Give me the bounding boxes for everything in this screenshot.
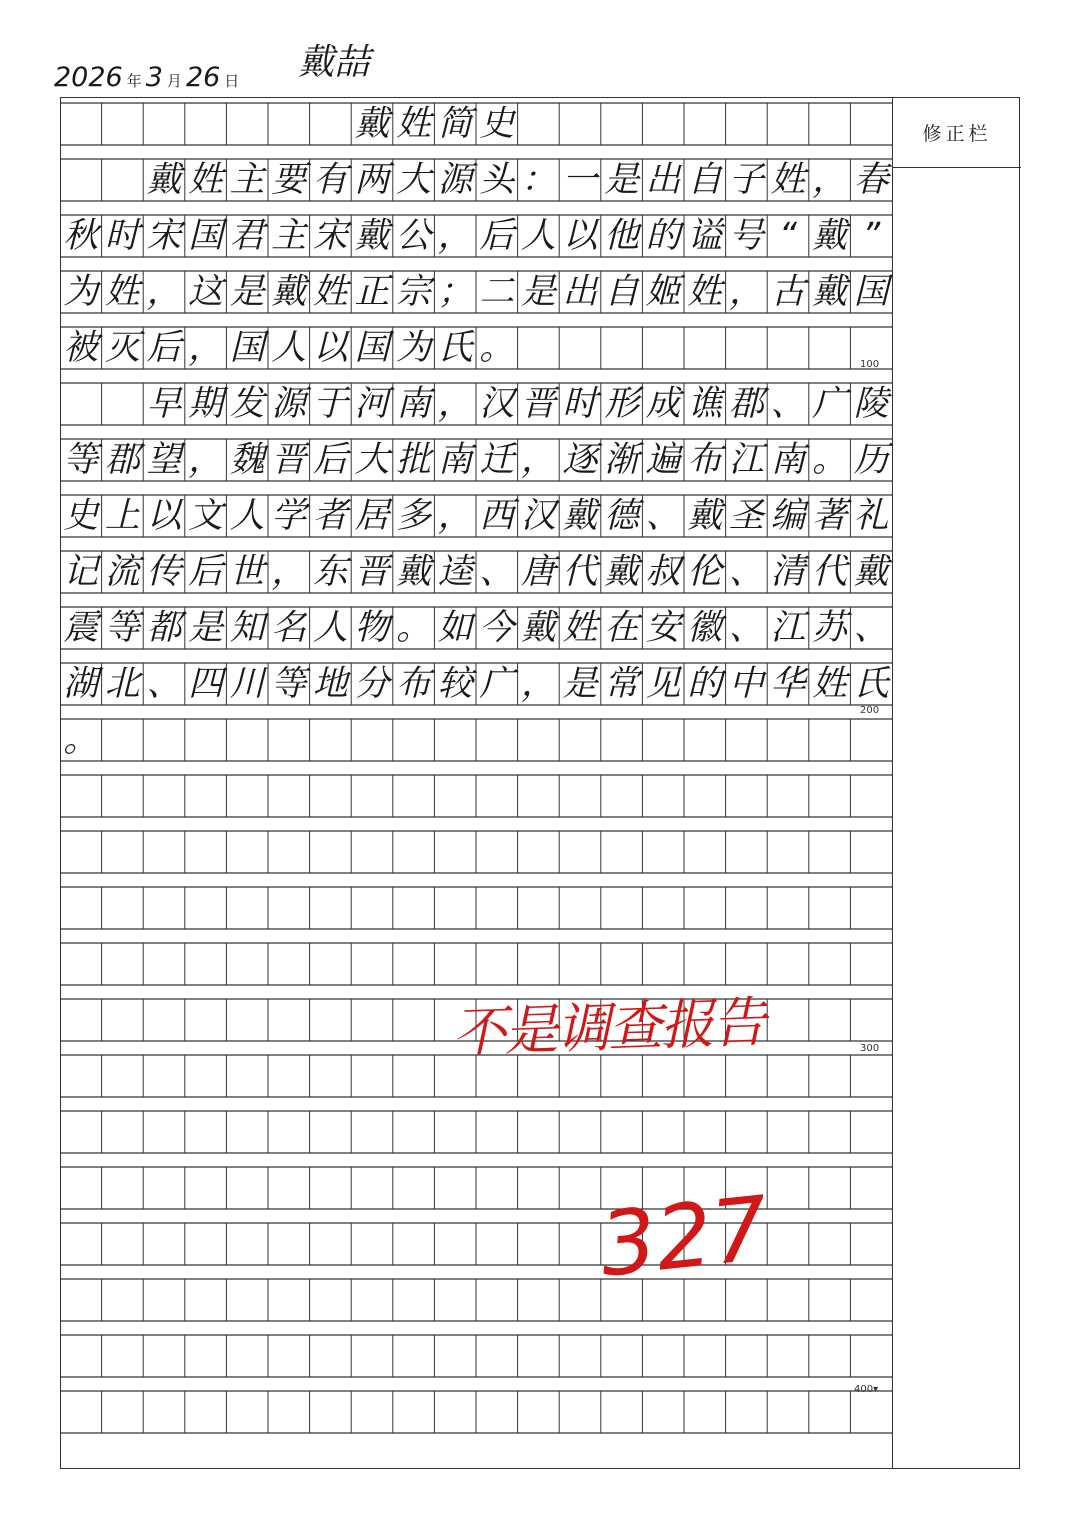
essay-char: 物 xyxy=(354,607,390,648)
essay-char: 人 xyxy=(520,215,556,256)
essay-char: 戴 xyxy=(520,607,556,648)
essay-char: 汉 xyxy=(479,383,515,424)
essay-char: 华 xyxy=(770,663,806,704)
essay-char: 礼 xyxy=(853,495,889,536)
essay-char: 名 xyxy=(271,607,307,648)
essay-char: 震 xyxy=(63,607,99,648)
essay-char: 的 xyxy=(687,663,723,704)
essay-char: 戴 xyxy=(812,271,848,312)
date-year-label: 年 xyxy=(126,72,142,90)
essay-char: 他 xyxy=(604,215,640,256)
essay-char: 魏 xyxy=(229,439,265,480)
essay-char: ； xyxy=(437,271,473,312)
title-char: 戴 xyxy=(354,103,390,144)
essay-char: 分 xyxy=(354,663,390,704)
essay-char: 遍 xyxy=(645,439,681,480)
essay-char: 出 xyxy=(562,271,598,312)
essay-char: 二 xyxy=(479,271,515,312)
essay-char: 是 xyxy=(562,663,598,704)
essay-char: 成 xyxy=(645,383,681,424)
essay-char: 头 xyxy=(479,159,515,200)
essay-char: 国 xyxy=(853,271,889,312)
essay-char: 西 xyxy=(479,495,515,536)
word-count-200: 200 xyxy=(860,705,880,716)
essay-char: 两 xyxy=(354,159,390,200)
essay-char: 布 xyxy=(687,439,723,480)
essay-char: 国 xyxy=(188,215,224,256)
title-char: 史 xyxy=(479,103,515,144)
essay-char: 苏 xyxy=(812,607,848,648)
essay-char: 灭 xyxy=(104,327,140,368)
correction-column-title: 修正栏 xyxy=(922,123,992,145)
essay-char: 正 xyxy=(354,271,390,312)
essay-char: 人 xyxy=(271,327,307,368)
essay-char: 戴 xyxy=(687,495,723,536)
word-count-100: 100 xyxy=(860,359,880,370)
essay-char: 唐 xyxy=(520,551,556,592)
essay-char: 汉 xyxy=(520,495,556,536)
essay-char: 河 xyxy=(354,383,390,424)
essay-char: 以 xyxy=(146,495,182,536)
essay-char: 陵 xyxy=(853,383,889,424)
correction-column-divider xyxy=(893,167,1021,168)
essay-char: 批 xyxy=(396,439,432,480)
essay-char: 见 xyxy=(645,663,681,704)
essay-char: 期 xyxy=(188,383,224,424)
essay-char: 学 xyxy=(271,495,307,536)
essay-char: 一 xyxy=(562,159,598,200)
date-month: 3 xyxy=(145,62,163,93)
essay-char: 自 xyxy=(604,271,640,312)
essay-char: 广 xyxy=(479,663,515,704)
essay-char: 主 xyxy=(229,159,265,200)
essay-char: 伦 xyxy=(687,551,723,592)
essay-char: ： xyxy=(520,159,556,200)
essay-char: 四 xyxy=(188,663,224,704)
essay-char: 有 xyxy=(312,159,348,200)
essay-char: 姓 xyxy=(312,271,348,312)
essay-char: 主 xyxy=(271,215,307,256)
essay-char: 的 xyxy=(645,215,681,256)
title-char: 姓 xyxy=(396,103,432,144)
word-count-400: 400▾ xyxy=(854,1384,879,1395)
essay-char: 被 xyxy=(63,327,99,368)
essay-char: 安 xyxy=(645,607,681,648)
essay-char: 逐 xyxy=(562,439,598,480)
essay-char: 号 xyxy=(728,215,764,256)
essay-char: 戴 xyxy=(853,551,889,592)
essay-char: 宋 xyxy=(146,215,182,256)
essay-char: 氏 xyxy=(437,327,473,368)
essay-char: 以 xyxy=(562,215,598,256)
essay-char: 江 xyxy=(728,439,764,480)
essay-char: 姓 xyxy=(188,159,224,200)
essay-char: 地 xyxy=(312,663,348,704)
essay-char: 川 xyxy=(229,663,265,704)
essay-char: 这 xyxy=(188,271,224,312)
essay-char: 子 xyxy=(728,159,764,200)
essay-char: 时 xyxy=(562,383,598,424)
essay-char: 谥 xyxy=(687,215,723,256)
essay-char: 自 xyxy=(687,159,723,200)
essay-char: ， xyxy=(437,383,473,424)
essay-char: 徽 xyxy=(687,607,723,648)
essay-char: 史 xyxy=(63,495,99,536)
essay-char: 源 xyxy=(437,159,473,200)
essay-char: 南 xyxy=(437,439,473,480)
date-day: 26 xyxy=(185,62,221,93)
essay-char: 居 xyxy=(354,495,390,536)
essay-char: 著 xyxy=(812,495,848,536)
essay-char: ， xyxy=(437,215,473,256)
essay-char: 后 xyxy=(146,327,182,368)
essay-char: 古 xyxy=(770,271,806,312)
essay-char: 后 xyxy=(479,215,515,256)
essay-char: 布 xyxy=(396,663,432,704)
essay-char: 大 xyxy=(354,439,390,480)
essay-char: 。 xyxy=(396,607,432,648)
essay-char: 戴 xyxy=(354,215,390,256)
essay-char: 历 xyxy=(853,439,889,480)
essay-char: 、 xyxy=(146,663,182,704)
essay-char: 戴 xyxy=(562,495,598,536)
essay-char: 晋 xyxy=(520,383,556,424)
essay-char: 以 xyxy=(312,327,348,368)
essay-char: 戴 xyxy=(812,215,848,256)
essay-char: 者 xyxy=(312,495,348,536)
essay-char: 代 xyxy=(562,551,598,592)
essay-char: ， xyxy=(812,159,848,200)
essay-char: 、 xyxy=(645,495,681,536)
date-year: 2026 xyxy=(54,62,123,93)
essay-char: 姓 xyxy=(812,663,848,704)
essay-char: 早 xyxy=(146,383,182,424)
essay-char: 代 xyxy=(812,551,848,592)
essay-char: 形 xyxy=(604,383,640,424)
essay-char: 是 xyxy=(520,271,556,312)
essay-char: 、 xyxy=(853,607,889,648)
essay-char: 后 xyxy=(188,551,224,592)
essay-char: 发 xyxy=(229,383,265,424)
essay-char: 等 xyxy=(104,607,140,648)
essay-char: 渐 xyxy=(604,439,640,480)
essay-char: 圣 xyxy=(728,495,764,536)
essay-char: 世 xyxy=(229,551,265,592)
essay-char: ， xyxy=(271,551,307,592)
date-day-label: 日 xyxy=(224,72,240,90)
author-name: 戴喆 xyxy=(298,42,371,83)
essay-char: 氏 xyxy=(853,663,889,704)
essay-char: 后 xyxy=(312,439,348,480)
essay-char: 人 xyxy=(229,495,265,536)
essay-char: 德 xyxy=(604,495,640,536)
essay-char: 广 xyxy=(812,383,848,424)
essay-char: 迁 xyxy=(479,439,515,480)
essay-char: 郡 xyxy=(728,383,764,424)
essay-char: 在 xyxy=(604,607,640,648)
essay-char: ， xyxy=(437,495,473,536)
essay-char: 姓 xyxy=(770,159,806,200)
essay-char: 叔 xyxy=(645,551,681,592)
date-month-label: 月 xyxy=(166,72,182,90)
essay-char: 出 xyxy=(645,159,681,200)
essay-char: 多 xyxy=(396,495,432,536)
essay-char: 今 xyxy=(479,607,515,648)
essay-char: 编 xyxy=(770,495,806,536)
essay-char: 文 xyxy=(188,495,224,536)
essay-char: 是 xyxy=(604,159,640,200)
essay-char: 宋 xyxy=(312,215,348,256)
essay-char: 君 xyxy=(229,215,265,256)
essay-char: 中 xyxy=(728,663,764,704)
essay-char: 为 xyxy=(63,271,99,312)
essay-char: ， xyxy=(188,327,224,368)
essay-char: 公 xyxy=(396,215,432,256)
essay-char: 郡 xyxy=(104,439,140,480)
essay-char: 记 xyxy=(63,551,99,592)
title-char: 简 xyxy=(437,103,473,144)
essay-char: 时 xyxy=(104,215,140,256)
essay-char: 戴 xyxy=(271,271,307,312)
essay-char: 是 xyxy=(229,271,265,312)
essay-char: 是 xyxy=(188,607,224,648)
date-line xyxy=(54,62,243,93)
essay-char: 。 xyxy=(812,439,848,480)
word-count-300: 300 xyxy=(860,1043,880,1054)
essay-char: 人 xyxy=(312,607,348,648)
essay-char: 姬 xyxy=(645,271,681,312)
essay-char: 都 xyxy=(146,607,182,648)
teacher-comment: 不是调查报告 xyxy=(451,990,766,1065)
essay-char: 。 xyxy=(479,327,515,368)
correction-column xyxy=(892,97,1020,1469)
essay-char: 源 xyxy=(271,383,307,424)
essay-char: 晋 xyxy=(354,551,390,592)
essay-char: ， xyxy=(728,271,764,312)
essay-char: 湖 xyxy=(63,663,99,704)
essay-char: 常 xyxy=(604,663,640,704)
score: 327 xyxy=(595,1176,773,1297)
essay-char: 春 xyxy=(853,159,889,200)
essay-char: 、 xyxy=(479,551,515,592)
essay-char: 姓 xyxy=(687,271,723,312)
essay-char: 大 xyxy=(396,159,432,200)
essay-char: 、 xyxy=(728,551,764,592)
essay-char: 南 xyxy=(770,439,806,480)
essay-char: 清 xyxy=(770,551,806,592)
essay-char: 北 xyxy=(104,663,140,704)
essay-char: 秋 xyxy=(63,215,99,256)
essay-char: 国 xyxy=(229,327,265,368)
essay-char: 于 xyxy=(312,383,348,424)
essay-char: 等 xyxy=(271,663,307,704)
essay-char: 戴 xyxy=(604,551,640,592)
essay-char: 晋 xyxy=(271,439,307,480)
essay-char: 、 xyxy=(728,607,764,648)
essay-char: 江 xyxy=(770,607,806,648)
essay-char: 传 xyxy=(146,551,182,592)
essay-char: 为 xyxy=(396,327,432,368)
essay-char: 要 xyxy=(271,159,307,200)
essay-char: 姓 xyxy=(562,607,598,648)
essay-char: 知 xyxy=(229,607,265,648)
essay-char: 如 xyxy=(437,607,473,648)
essay-char: 流 xyxy=(104,551,140,592)
essay-char: 上 xyxy=(104,495,140,536)
essay-char: ， xyxy=(188,439,224,480)
essay-char: 姓 xyxy=(104,271,140,312)
essay-char: 国 xyxy=(354,327,390,368)
essay-char: 戴 xyxy=(146,159,182,200)
essay-char: ， xyxy=(146,271,182,312)
essay-char: 、 xyxy=(770,383,806,424)
essay-char: 宗 xyxy=(396,271,432,312)
essay-char: 较 xyxy=(437,663,473,704)
essay-char: ， xyxy=(520,663,556,704)
essay-char: ， xyxy=(520,439,556,480)
essay-char: 望 xyxy=(146,439,182,480)
essay-char: “ xyxy=(778,215,798,256)
essay-char: 。 xyxy=(63,719,99,760)
essay-char: ” xyxy=(862,215,881,256)
essay-char: 戴 xyxy=(396,551,432,592)
essay-char: 谯 xyxy=(687,383,723,424)
essay-char: 东 xyxy=(312,551,348,592)
essay-char: 逵 xyxy=(437,551,473,592)
essay-char: 等 xyxy=(63,439,99,480)
essay-char: 南 xyxy=(396,383,432,424)
